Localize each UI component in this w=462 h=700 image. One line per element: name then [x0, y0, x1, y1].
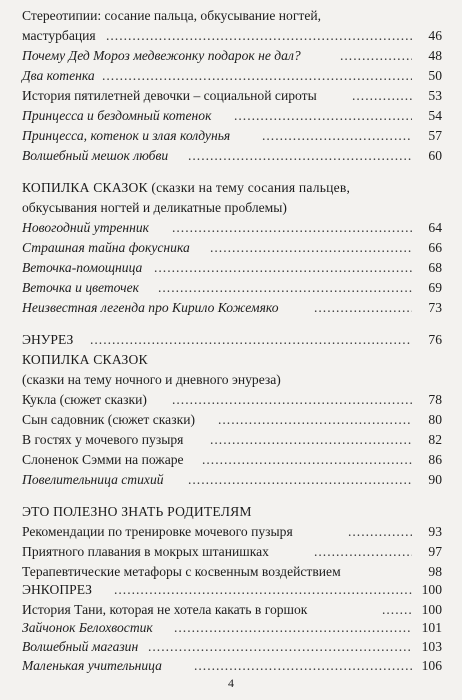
dot-leader	[314, 542, 412, 562]
toc-entry	[22, 410, 442, 430]
dot-leader	[106, 26, 412, 46]
toc-entry-title: Маленькая учительница	[22, 658, 162, 673]
section-heading-note: обкусывания ногтей и деликатные проблемы)	[22, 200, 287, 215]
toc-entry-title: Принцесса, котенок и злая колдунья	[22, 128, 231, 143]
dot-leader	[102, 66, 412, 86]
page-folio: 4	[228, 676, 234, 690]
page-number: 48	[428, 48, 442, 63]
toc-entry	[22, 26, 442, 46]
toc-entry-title: Почему Дед Мороз медвежонку подарок не дал?	[22, 48, 301, 63]
toc-entry-title: Стереотипии: сосание пальца, обкусывание ногтей,	[22, 8, 322, 23]
toc-entry	[22, 470, 442, 490]
page-number: 46	[428, 28, 442, 43]
toc-entry-title: Волшебный мешок любви	[22, 148, 169, 163]
page-number: 90	[428, 472, 442, 487]
toc-entry	[22, 637, 442, 657]
toc-entry	[22, 600, 442, 620]
toc-entry-title: Рекомендации по тренировке мочевого пузыря	[22, 524, 293, 539]
dot-leader	[348, 522, 412, 542]
dot-leader	[172, 218, 412, 238]
page-number: 66	[428, 240, 442, 255]
section-heading: ЭНКОПРЕЗ	[22, 582, 92, 597]
dot-leader	[158, 278, 412, 298]
page-number: 93	[428, 524, 442, 539]
toc-entry-title: В гостях у мочевого пузыря	[22, 432, 184, 447]
toc-entry	[22, 618, 442, 638]
page-number: 100	[421, 582, 442, 597]
toc-entry-title: Волшебный магазин	[22, 639, 139, 654]
page-number: 80	[428, 412, 442, 427]
toc-entry-title: Слоненок Сэмми на пожаре	[22, 452, 184, 467]
page-number: 54	[428, 108, 442, 123]
page-number: 106	[421, 658, 442, 673]
dot-leader	[148, 637, 412, 657]
page-number: 64	[428, 220, 442, 235]
toc-entry	[22, 390, 442, 410]
dot-leader	[90, 330, 412, 350]
dot-leader	[234, 106, 412, 126]
toc-entry-title: Принцесса и бездомный котенок	[22, 108, 212, 123]
dot-leader	[352, 86, 412, 106]
toc-entry	[22, 258, 442, 278]
toc-entry	[22, 106, 442, 126]
toc-entry	[22, 522, 442, 542]
toc-entry-title: Новогодний утренник	[22, 220, 149, 235]
toc-section-entry	[22, 330, 442, 350]
dot-leader	[194, 656, 412, 676]
toc-entry	[22, 46, 442, 66]
toc-entry-title: Сын садовник (сюжет сказки)	[22, 412, 195, 427]
section-heading: ЭНУРЕЗ	[22, 332, 74, 347]
dot-leader	[314, 298, 412, 318]
page-number: 78	[428, 392, 442, 407]
section-subheading-note: (сказки на тему ночного и дневного энуреза)	[22, 372, 281, 387]
dot-leader	[188, 146, 412, 166]
page-number: 57	[428, 128, 442, 143]
section-heading: ЭТО ПОЛЕЗНО ЗНАТЬ РОДИТЕЛЯМ	[22, 504, 252, 519]
page-number: 68	[428, 260, 442, 275]
section-subheading: КОПИЛКА СКАЗОК	[22, 352, 148, 367]
dot-leader	[114, 580, 412, 600]
toc-entry	[22, 146, 442, 166]
toc-entry-title: Повелительница стихий	[22, 472, 164, 487]
toc-entry	[22, 430, 442, 450]
toc-entry-title: Зайчонок Белохвостик	[22, 620, 153, 635]
page-number: 73	[428, 300, 442, 315]
toc-entry	[22, 656, 442, 676]
toc-entry-title: История Тани, которая не хотела какать в горшок	[22, 602, 308, 617]
page-number: 86	[428, 452, 442, 467]
dot-leader	[174, 618, 412, 638]
toc-entry-title: Веточка-помощница	[22, 260, 143, 275]
toc-entry	[22, 562, 442, 582]
toc-entry-title: Приятного плавания в мокрых штанишках	[22, 544, 269, 559]
page-number: 60	[428, 148, 442, 163]
toc-entry	[22, 542, 442, 562]
toc-entry	[22, 126, 442, 146]
page-number: 103	[421, 639, 442, 654]
dot-leader	[382, 600, 412, 620]
toc-entry	[22, 238, 442, 258]
dot-leader	[154, 258, 412, 278]
toc-section-entry	[22, 580, 442, 600]
toc-entry	[22, 66, 442, 86]
page-number: 101	[421, 620, 442, 635]
dot-leader	[188, 470, 412, 490]
toc-entry	[22, 278, 442, 298]
dot-leader	[210, 238, 412, 258]
dot-leader	[218, 410, 412, 430]
toc-entry-title: Веточка и цветочек	[22, 280, 140, 295]
dot-leader	[262, 126, 412, 146]
page-number: 100	[421, 602, 442, 617]
toc-entry-title: мастурбация	[22, 28, 96, 43]
page-number: 50	[428, 68, 442, 83]
page-number: 76	[428, 332, 442, 347]
page-number: 69	[428, 280, 442, 295]
toc-entry	[22, 218, 442, 238]
toc-entry-title: История пятилетней девочки – социальной сироты	[22, 88, 317, 103]
page-number: 82	[428, 432, 442, 447]
toc-entry-title: Два котенка	[22, 68, 95, 83]
toc-entry-title: Страшная тайна фокусника	[22, 240, 190, 255]
page-number: 97	[428, 544, 442, 559]
toc-entry	[22, 450, 442, 470]
page-number: 53	[428, 88, 442, 103]
dot-leader	[202, 450, 412, 470]
toc-entry-title: Неизвестная легенда про Кирило Кожемяко	[22, 300, 279, 315]
toc-entry	[22, 86, 442, 106]
dot-leader	[340, 46, 412, 66]
section-heading: КОПИЛКА СКАЗОК (сказки на тему сосания пальцев,	[22, 180, 351, 195]
page-number: 98	[428, 564, 442, 579]
toc-entry	[22, 298, 442, 318]
toc-entry-title: Терапевтические метафоры с косвенным воздействием	[22, 564, 341, 579]
dot-leader	[172, 390, 412, 410]
dot-leader	[210, 430, 412, 450]
toc-entry-title: Кукла (сюжет сказки)	[22, 392, 147, 407]
